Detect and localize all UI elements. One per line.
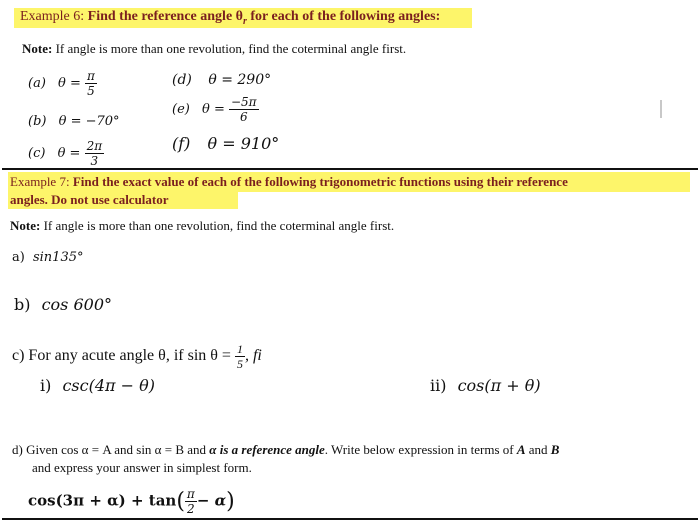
- ex6-b-expr: θ = −70°: [58, 114, 120, 129]
- ex7-ci-expr: csc(4π − θ): [62, 376, 155, 395]
- section-divider: [2, 168, 698, 170]
- ex7-item-a: [12, 250, 83, 265]
- ex6-item-c: [28, 140, 104, 167]
- ex6-title-sub: r: [242, 15, 247, 27]
- ex7-item-b: [14, 295, 112, 314]
- ex7-d-frac-num: π: [186, 487, 195, 501]
- ex7-c-num: 1: [236, 342, 243, 356]
- ex6-c-label: (c): [28, 146, 46, 161]
- ex7-ci-label: i): [40, 376, 52, 395]
- ex7-a-label: a): [12, 250, 25, 265]
- ex7-d-frac-den: 2: [187, 502, 195, 516]
- ex7-title-line1: [10, 174, 568, 190]
- ex7-item-d-line1: [12, 442, 559, 458]
- ex6-a-den: 5: [87, 84, 95, 98]
- ex7-d-expr-lhs: cos(3π + α) + tan: [28, 491, 177, 510]
- ex6-title-tail: for each of the following angles:: [246, 9, 441, 24]
- bottom-divider: [2, 518, 698, 520]
- ex6-f-expr: θ = 910°: [207, 134, 280, 153]
- ex6-e-label: (e): [172, 102, 190, 117]
- ex6-c-fraction: [85, 140, 105, 167]
- ex6-item-f: [172, 134, 279, 153]
- ex6-item-b: [28, 114, 120, 129]
- ex7-label: Example 7:: [10, 174, 70, 189]
- ex6-item-e: [172, 96, 259, 123]
- ex7-note-text: If angle is more than one revolution, find the coterminal angle first.: [43, 218, 395, 233]
- ex6-note-text: If angle is more than one revolution, find the coterminal angle first.: [55, 41, 407, 56]
- ex6-f-label: (f): [172, 134, 191, 153]
- ex6-a-label: (a): [28, 76, 46, 91]
- ex7-d-expression: cos(3π + α) + tan( $\frac{\pi}{2}$ − α): [28, 487, 235, 516]
- ex7-cii-expr: cos(π + θ): [457, 376, 541, 395]
- ex7-b-expr: cos 600°: [41, 295, 113, 314]
- ex6-a-fraction: [85, 70, 97, 97]
- ex7-d-bold: α is a reference angle: [209, 442, 325, 457]
- ex6-title-text: Find the reference angle θ: [87, 9, 243, 24]
- ex7-note: [10, 218, 394, 234]
- ex6-e-den: 6: [239, 110, 248, 124]
- ex7-c-fraction: [235, 343, 245, 370]
- ex6-item-d: [172, 72, 271, 88]
- ex7-item-d-line2: and express your answer in simplest form.: [32, 460, 252, 475]
- ex7-item-c-i: [40, 376, 155, 395]
- ex6-item-a: [28, 70, 97, 97]
- ex6-margin-mark: [660, 100, 662, 118]
- ex7-d-A: A: [516, 442, 526, 457]
- ex7-item-c-ii: [430, 376, 541, 395]
- ex6-a-lhs: θ =: [58, 76, 81, 91]
- ex6-title: [20, 9, 440, 27]
- ex7-c-den: 5: [236, 357, 243, 371]
- ex7-d-prefix: d) Given cos α = A and sin α = B and: [12, 442, 210, 457]
- ex7-d-mid: . Write below expression in terms of: [324, 442, 517, 457]
- ex6-e-lhs: θ =: [201, 102, 225, 117]
- ex7-d-B: B: [550, 442, 560, 457]
- ex6-e-fraction: [229, 96, 259, 123]
- ex7-item-c: [12, 343, 262, 370]
- ex7-title-text: Find the exact value of each of the following trigonometric functions using their reference: [72, 174, 568, 189]
- ex7-d-expr-tail: − α: [196, 491, 227, 510]
- ex6-c-lhs: θ =: [57, 146, 81, 161]
- ex7-note-label: Note:: [10, 218, 41, 233]
- ex6-d-expr: θ = 290°: [208, 72, 272, 88]
- ex7-b-label: b): [14, 295, 31, 314]
- ex7-a-expr: sin135°: [32, 250, 84, 265]
- ex6-d-label: (d): [172, 72, 192, 88]
- ex7-c-tail: , fi: [244, 347, 262, 365]
- ex6-a-num: π: [87, 69, 95, 83]
- ex7-cii-label: ii): [430, 376, 447, 395]
- ex7-d-fraction: [185, 488, 197, 515]
- ex6-c-den: 3: [90, 154, 99, 168]
- ex6-b-label: (b): [28, 114, 47, 129]
- ex7-d-and: and: [525, 442, 551, 457]
- ex6-note-label: Note:: [22, 41, 53, 56]
- ex6-note: [22, 41, 406, 57]
- ex6-c-num: 2π: [86, 139, 103, 153]
- ex7-title-line2: angles. Do not use calculator: [10, 192, 169, 207]
- ex6-e-num: −5π: [230, 95, 257, 109]
- ex6-label: Example 6:: [20, 9, 85, 24]
- ex7-c-text: c) For any acute angle θ, if sin θ =: [12, 347, 231, 365]
